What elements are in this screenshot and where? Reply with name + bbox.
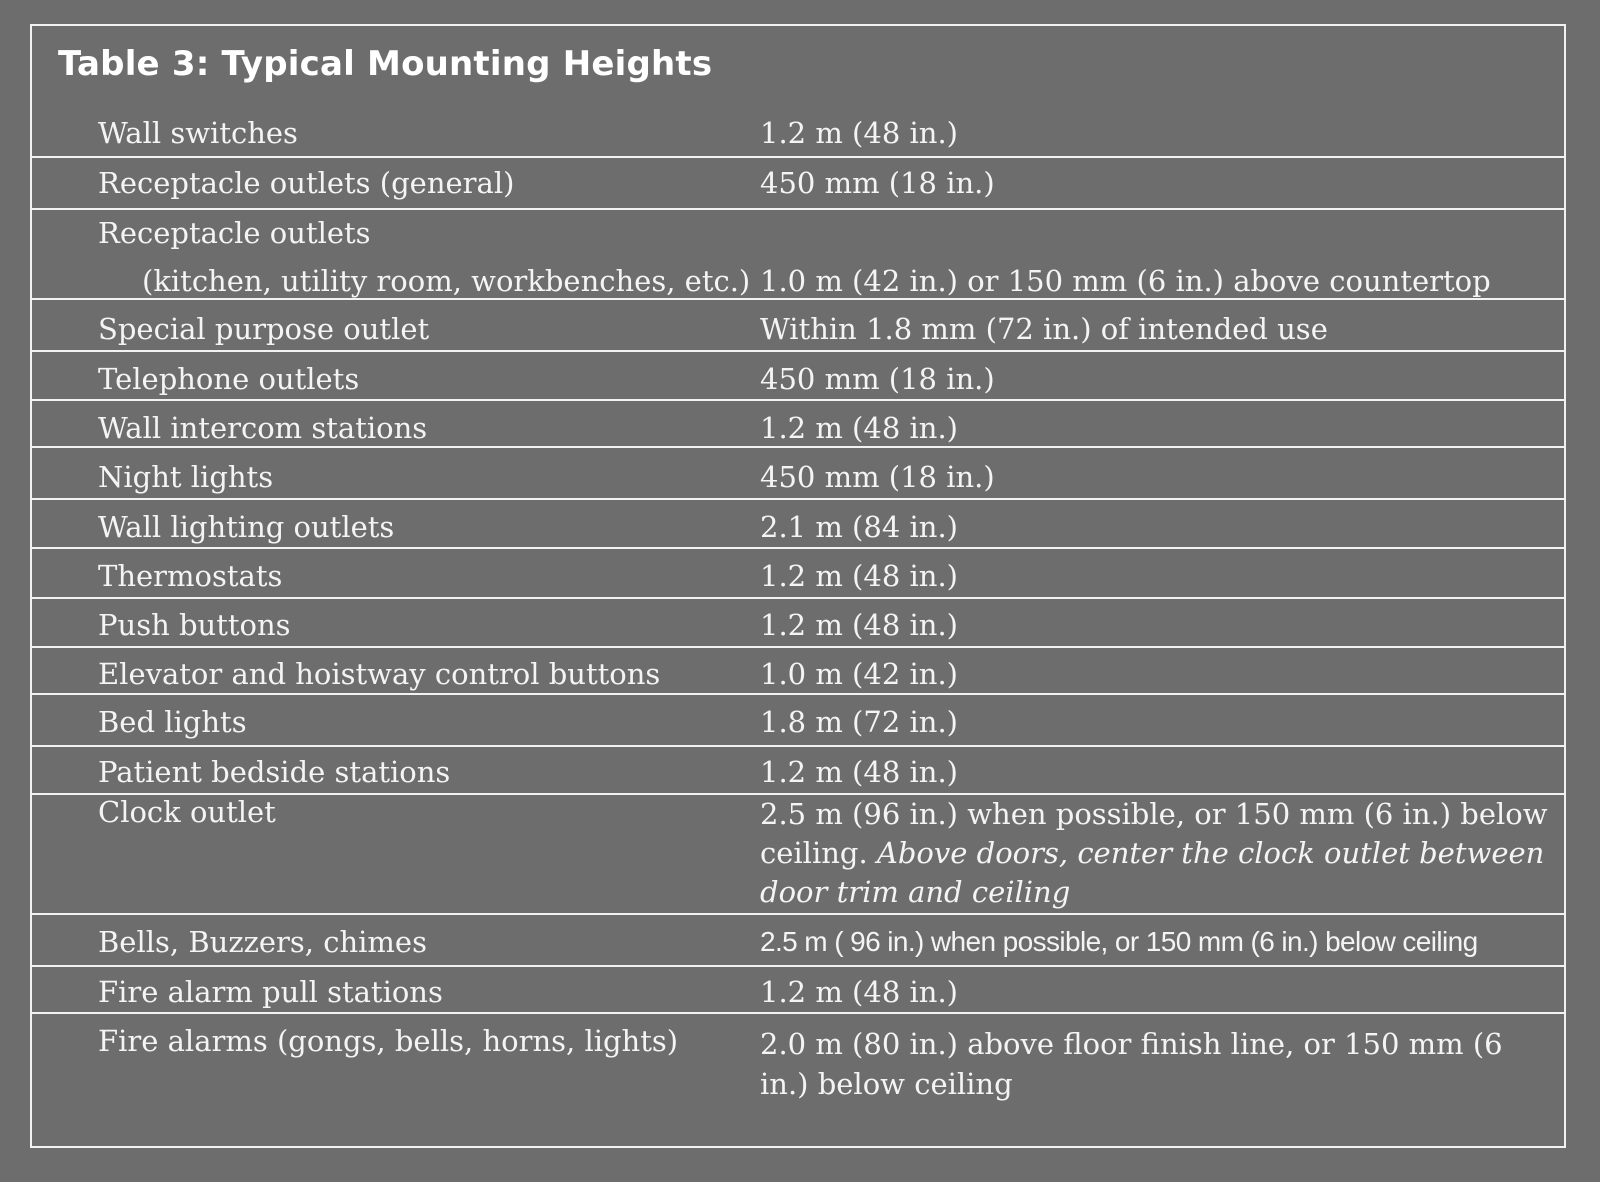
- row-item: [98, 216, 750, 298]
- row-height: 2.5 m ( 96 in.) when possible, or 150 mm (6 in.) below ceiling: [760, 926, 1478, 957]
- row-item: Wall intercom stations: [98, 411, 428, 445]
- row-height-main: 2.5 m (96 in.) when possible, or 150 mm (6 in.) below ceiling.: [760, 797, 1548, 870]
- row-height: 450 mm (18 in.): [760, 460, 995, 494]
- table-row: [31, 210, 1565, 298]
- row-item: Bed lights: [98, 705, 247, 739]
- row-height: 1.2 m (48 in.): [760, 411, 958, 445]
- table-row: [31, 352, 1565, 400]
- table-row: [31, 915, 1565, 965]
- table-row: [31, 1014, 1565, 1124]
- table-row: [31, 549, 1565, 597]
- row-item: Thermostats: [98, 559, 283, 593]
- row-height: 1.0 m (42 in.): [760, 657, 958, 691]
- row-height-note: Above doors, center the clock outlet between door trim and ceiling: [760, 836, 1545, 909]
- table-row: [31, 448, 1565, 498]
- row-height: 450 mm (18 in.): [760, 362, 995, 396]
- row-item: Receptacle outlets (general): [98, 166, 515, 200]
- row-height: 2.1 m (84 in.): [760, 510, 958, 544]
- row-item: Special purpose outlet: [98, 312, 430, 346]
- row-height: Within 1.8 mm (72 in.) of intended use: [760, 312, 1328, 346]
- row-height: 1.0 m (42 in.) or 150 mm (6 in.) above countertop: [760, 264, 1491, 298]
- row-item: Bells, Buzzers, chimes: [98, 925, 427, 959]
- row-item: Fire alarm pull stations: [98, 975, 443, 1009]
- row-item: Clock outlet: [98, 795, 276, 829]
- table-row: [31, 599, 1565, 647]
- row-item-main: Receptacle outlets: [98, 216, 371, 250]
- row-item-sub: (kitchen, utility room, workbenches, etc.): [142, 264, 751, 298]
- row-height: 1.2 m (48 in.): [760, 608, 958, 642]
- row-height: 1.2 m (48 in.): [760, 975, 958, 1009]
- table-row: [31, 695, 1565, 745]
- row-item: Patient bedside stations: [98, 755, 451, 789]
- row-item: Push buttons: [98, 608, 291, 642]
- row-height: 2.0 m (80 in.) above floor finish line, or 150 mm (6 in.) below ceiling: [760, 1027, 1503, 1101]
- row-height: 1.2 m (48 in.): [760, 755, 958, 789]
- table-row: [31, 112, 1565, 158]
- table-row: [31, 747, 1565, 793]
- row-height: [760, 795, 1550, 912]
- table-row: [31, 160, 1565, 208]
- table-title: Table 3: Typical Mounting Heights: [58, 44, 713, 84]
- table-row: [31, 300, 1565, 350]
- row-height: 450 mm (18 in.): [760, 166, 995, 200]
- table-row: [31, 967, 1565, 1013]
- row-item: Elevator and hoistway control buttons: [98, 657, 661, 691]
- table-row: [31, 795, 1565, 913]
- row-item: Night lights: [98, 460, 274, 494]
- row-item: Wall switches: [98, 116, 298, 150]
- row-item: Telephone outlets: [98, 362, 360, 396]
- row-item: Wall lighting outlets: [98, 510, 395, 544]
- row-height: 1.2 m (48 in.): [760, 559, 958, 593]
- row-item: Fire alarms (gongs, bells, horns, lights): [98, 1024, 679, 1058]
- table-row: [31, 648, 1565, 694]
- row-height: 1.8 m (72 in.): [760, 705, 958, 739]
- table-row: [31, 500, 1565, 548]
- table-row: [31, 401, 1565, 447]
- row-height: 1.2 m (48 in.): [760, 116, 958, 150]
- row-divider: [31, 156, 1565, 158]
